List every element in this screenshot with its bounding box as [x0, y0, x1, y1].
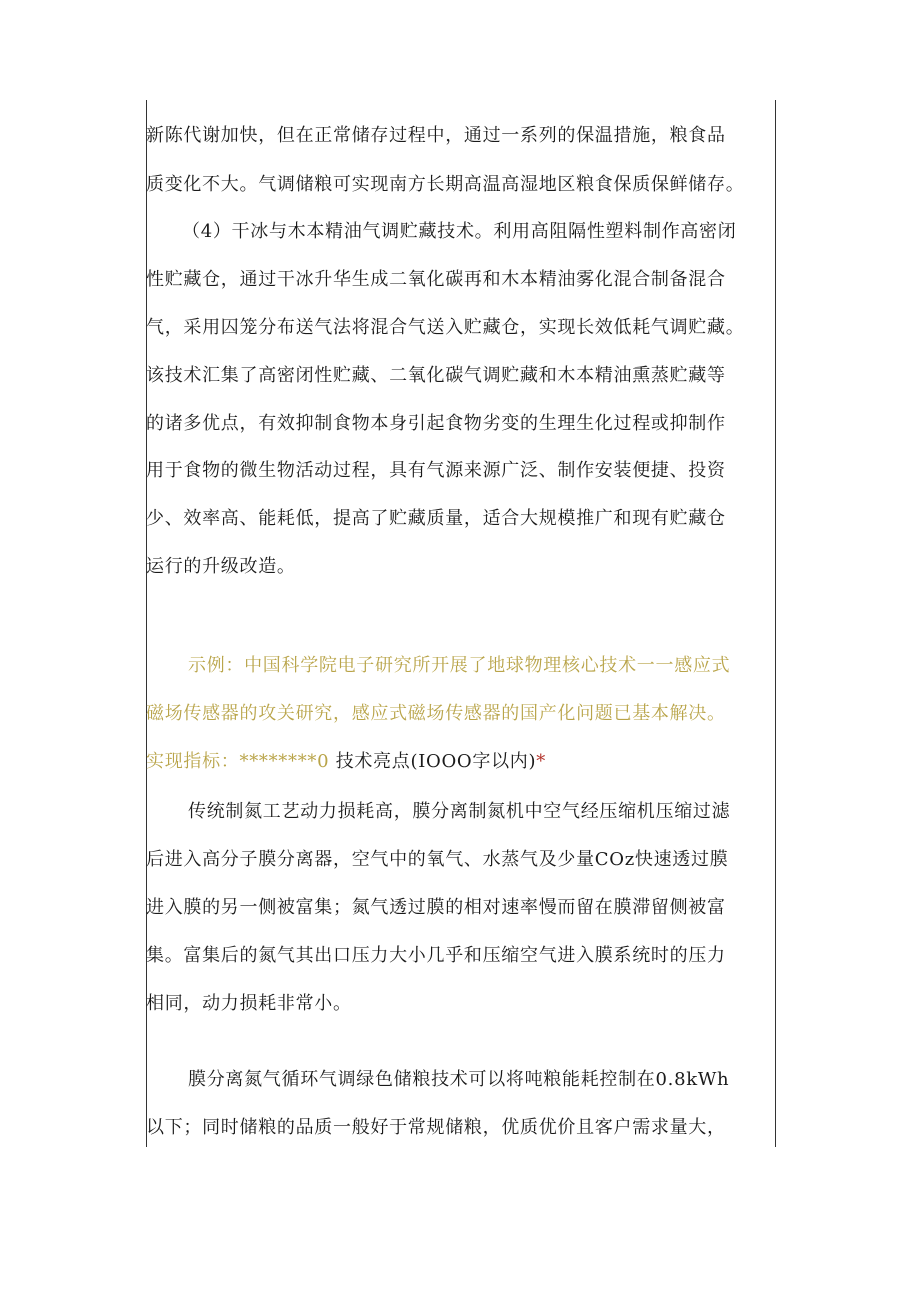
para3-line: 相同，动力损耗非常小。	[146, 993, 352, 1014]
example-line: 磁场传感器的攻关研究，感应式磁场传感器的国产化问题已基本解决。	[146, 703, 726, 724]
para2-line: 气，采用囚笼分布送气法将混合气送入贮藏仓，实现长效低耗气调贮藏。	[146, 317, 745, 338]
document-table-cell	[146, 100, 776, 1147]
indicator-line	[146, 747, 546, 773]
table-right-border	[775, 100, 776, 1147]
required-mark: *	[536, 751, 546, 772]
para3-line: 传统制氮工艺动力损耗高，膜分离制氮机中空气经压缩机压缩过滤	[188, 801, 731, 822]
para1-line: 新陈代谢加快，但在正常储存过程中，通过一系列的保温措施，粮食品	[146, 125, 726, 146]
example-line: 示例：中国科学院电子研究所开展了地球物理核心技术一一感应式	[188, 655, 731, 676]
highlights-heading: 技术亮点(IOOO字以内)	[335, 751, 537, 772]
para4-line: 以下；同时储粮的品质一般好于常规储粮，优质优价且客户需求量大，	[146, 1117, 726, 1138]
para2-line: 用于食物的微生物活动过程，具有气源来源广泛、制作安装便捷、投资	[146, 460, 726, 481]
para3-line: 进入膜的另一侧被富集；氮气透过膜的相对速率慢而留在膜滞留侧被富	[146, 897, 726, 918]
para3-line: 集。富集后的氮气其出口压力大小几乎和压缩空气进入膜系统时的压力	[146, 945, 726, 966]
para1-line: 质变化不大。气调储粮可实现南方长期高温高湿地区粮食保质保鲜储存。	[146, 174, 745, 195]
para2-line: 的诸多优点，有效抑制食物本身引起食物劣变的生理生化过程或抑制作	[146, 413, 726, 434]
para2-line: 少、效率高、能耗低，提高了贮藏质量，适合大规模推广和现有贮藏仓	[146, 508, 726, 529]
para2-line: （4）干冰与木本精油气调贮藏技术。利用高阻隔性塑料制作高密闭	[182, 221, 737, 242]
para2-line: 运行的升级改造。	[146, 556, 296, 577]
para2-line: 性贮藏仓，通过干冰升华生成二氧化碳再和木本精油雾化混合制备混合	[146, 269, 726, 290]
para2-line: 该技术汇集了高密闭性贮藏、二氧化碳气调贮藏和木本精油熏蒸贮藏等	[146, 365, 726, 386]
indicator-prefix: 实现指标：********0	[146, 751, 330, 772]
para4-line: 膜分离氮气循环气调绿色储粮技术可以将吨粮能耗控制在0.8kWh	[188, 1069, 730, 1090]
para3-line: 后进入高分子膜分离器，空气中的氧气、水蒸气及少量COz快速透过膜	[146, 849, 729, 870]
